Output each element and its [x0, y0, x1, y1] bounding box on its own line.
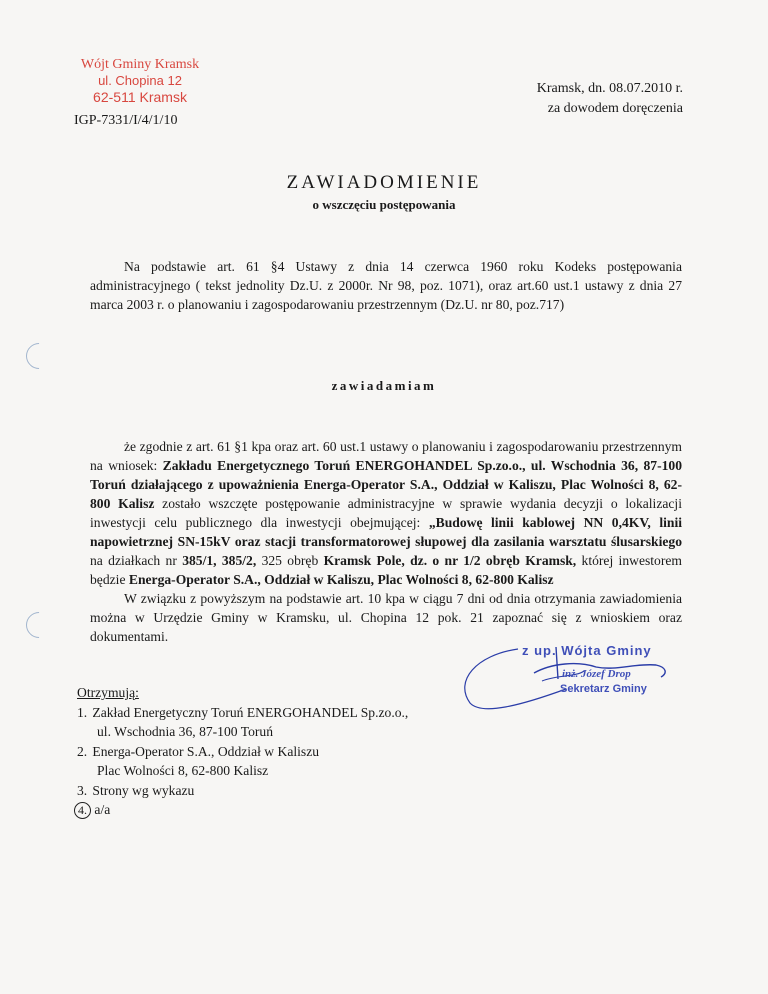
body-paragraph — [90, 437, 682, 646]
body-text: 325 obręb — [256, 553, 324, 568]
place-date — [537, 79, 683, 119]
legal-basis-paragraph — [90, 257, 682, 314]
recipient-name: Zakład Energetyczny Toruń ENERGOHANDEL Sp.zo.o., — [92, 704, 409, 720]
recipient-number: 3. — [77, 782, 88, 798]
reference-number: IGP-7331/I/4/1/10 — [74, 113, 178, 128]
stamp-street: ul. Chopina 12 — [98, 73, 182, 88]
body-paragraph-2: W związku z powyższym na podstawie art. 10 kpa w ciągu 7 dni od dnia otrzymania zawiadomienia można w Urzędzie Gminy w Kramsku, ul. Chopina 12 pok. 21 zapoznać się z wnioskiem oraz dokumentami. — [90, 591, 682, 644]
body-text: której inwestorem będzie — [90, 553, 682, 587]
recipient-name: Strony wg wykazu — [92, 782, 195, 798]
place-date-line: Kramsk, dn. 08.07.2010 r. — [536, 81, 683, 96]
document-title: ZAWIADOMIENIE — [286, 172, 482, 193]
legal-basis-text: Na podstawie art. 61 §4 Ustawy z dnia 14 czerwca 1960 roku Kodeks postępowania administracyjnego ( tekst jednolity Dz.U. z 2000r. Nr 98, poz. 1071), oraz art.60 ust.1 ustawy z dnia 27 marca 2003 r. o planowaniu i zagospodarowaniu przestrzennym (Dz.U. nr 80, poz.717) — [90, 259, 682, 312]
body-bold-investment: „Budowę linii kablowej NN 0,4KV, linii napowietrznej SN-15kV oraz stacji transformatorowej słupowej dla zasilania warsztatu ślusarskiego — [90, 515, 683, 549]
punch-hole-mark — [21, 338, 58, 375]
notify-word: zawiadamiam — [331, 378, 437, 393]
recipient-number: 1. — [77, 704, 88, 720]
document-subtitle: o wszczęciu postępowania — [312, 197, 456, 212]
body-bold-investor: Energa-Operator S.A., Oddział w Kaliszu, Plac Wolności 8, 62-800 Kalisz — [128, 572, 554, 587]
punch-hole-mark — [21, 607, 58, 644]
recipient-item — [77, 742, 477, 781]
recipient-address: Plac Wolności 8, 62-800 Kalisz — [97, 763, 269, 778]
recipients-list — [77, 683, 477, 820]
recipient-number: 2. — [77, 743, 88, 759]
office-stamp — [70, 57, 210, 105]
stamp-office-name: Wójt Gminy Kramsk — [80, 57, 200, 72]
signature-stamp — [520, 643, 700, 715]
body-paragraph-1 — [90, 437, 682, 589]
body-text: że zgodnie z art. 61 §1 kpa oraz art. 60 ust.1 ustawy o planowaniu i zagospodarowaniu przestrzennym na wniosek: — [90, 439, 682, 473]
recipient-name: Energa-Operator S.A., Oddział w Kaliszu — [92, 743, 320, 759]
circled-number: 4. — [74, 802, 91, 819]
recipient-item — [77, 703, 477, 742]
body-bold-plots: 385/1, 385/2, — [182, 553, 257, 568]
body-text: na działkach nr — [90, 553, 183, 568]
stamp-postal: 62-511 Kramsk — [93, 89, 187, 105]
delivery-note: za dowodem doręczenia — [547, 101, 683, 116]
recipients-heading: Otrzymują: — [77, 685, 139, 700]
stamp-official-title: Sekretarz Gminy — [560, 683, 647, 695]
body-bold-applicant: Zakładu Energetycznego Toruń ENERGOHANDEL Sp.zo.o., ul. Wschodnia 36, 87-100 Toruń działającego z upoważnienia Energa-Operator S.A., Oddział w Kaliszu, Plac Wolności 8, 62-800 Kalisz — [90, 458, 682, 511]
recipient-name: a/a — [94, 802, 111, 817]
body-text: zostało wszczęte postępowanie administracyjne w sprawie wydania decyzji o lokalizacji inwestycji celu publicznego dla inwestycji obejmującej: — [90, 496, 682, 530]
stamp-official-name: inż. Józef Drop — [562, 668, 631, 680]
recipient-address: ul. Wschodnia 36, 87-100 Toruń — [97, 724, 274, 739]
body-bold-precinct: Kramsk Pole, dz. o nr 1/2 obręb Kramsk, — [323, 553, 577, 568]
recipient-item — [77, 781, 477, 801]
stamp-authorization: z up. Wójta Gminy — [522, 643, 652, 658]
recipient-item — [77, 800, 477, 820]
